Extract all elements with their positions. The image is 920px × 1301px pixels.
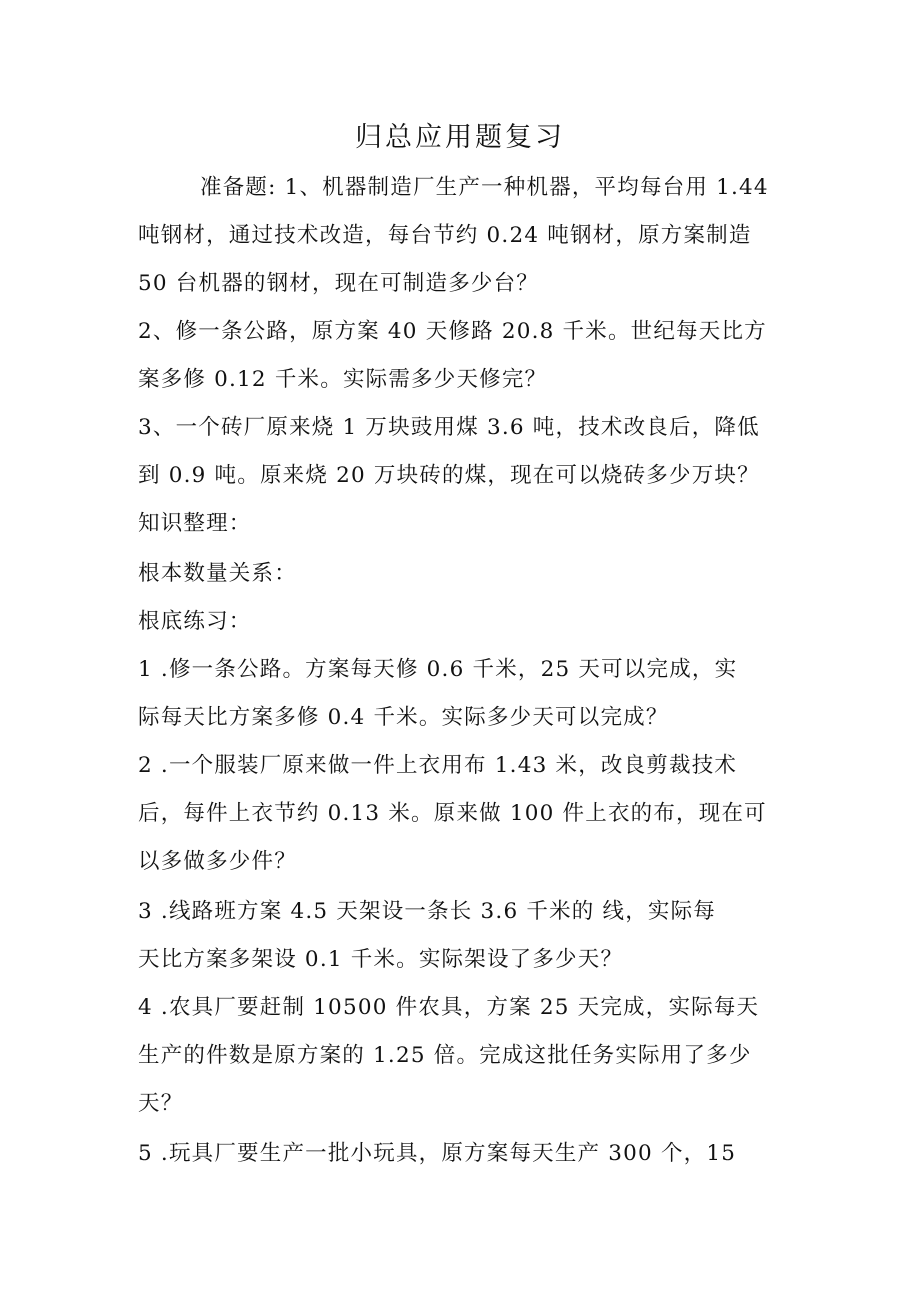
text-line-prep-2: 2、修一条公路，原方案 40 天修路 20.8 千米。世纪每天比方 [138, 319, 767, 344]
section-basic-practice: 根底练习： [138, 609, 252, 634]
text-line-prep-1-end: 50 台机器的钢材，现在可制造多少台？ [138, 271, 539, 296]
text-line-prep-2-end: 案多修 0.12 千米。实际需多少天修完？ [138, 367, 548, 392]
text-line-prep-1: 准备题: 1、机器制造厂生产一种机器，平均每台用 1.44 [200, 175, 769, 200]
text-line-q1-end: 际每天比方案多修 0.4 千米。实际多少天可以完成？ [138, 705, 669, 730]
text-line-prep-3-end: 到 0.9 吨。原来烧 20 万块砖的煤，现在可以烧砖多少万块？ [138, 463, 760, 488]
text-line-q4: 4 .农具厂要赶制 10500 件农具，方案 25 天完成，实际每天 [138, 995, 760, 1020]
text-line-q2-end: 以多做多少件？ [138, 849, 297, 874]
text-line-q4-end: 天？ [138, 1091, 184, 1116]
document-title: 归总应用题复习 [355, 122, 565, 153]
section-quantity-relation: 根本数量关系： [138, 561, 297, 586]
text-line-q5: 5 .玩具厂要生产一批小玩具，原方案每天生产 300 个，15 [138, 1141, 737, 1166]
text-line-prep-3: 3、一个砖厂原来烧 1 万块豉用煤 3.6 吨，技术改良后，降低 [138, 415, 760, 440]
text-line-q3: 3 .线路班方案 4.5 天架设一条长 3.6 千米的 线，实际每 [138, 899, 717, 924]
text-line-q1: 1 .修一条公路。方案每天修 0.6 千米，25 天可以完成，实 [138, 657, 738, 682]
text-line-q2: 2 .一个服装厂原来做一件上衣用布 1.43 米，改良剪裁技术 [138, 753, 738, 778]
text-line-prep-1-cont: 吨钢材，通过技术改造，每台节约 0.24 吨钢材，原方案制造 [138, 223, 752, 248]
text-line-q3-end: 天比方案多架设 0.1 千米。实际架设了多少天？ [138, 947, 624, 972]
text-line-q2-cont: 后，每件上衣节约 0.13 米。原来做 100 件上衣的布，现在可 [138, 801, 767, 826]
text-line-q4-cont: 生产的件数是原方案的 1.25 倍。完成这批任务实际用了多少 [138, 1043, 752, 1068]
section-knowledge: 知识整理： [138, 511, 252, 536]
